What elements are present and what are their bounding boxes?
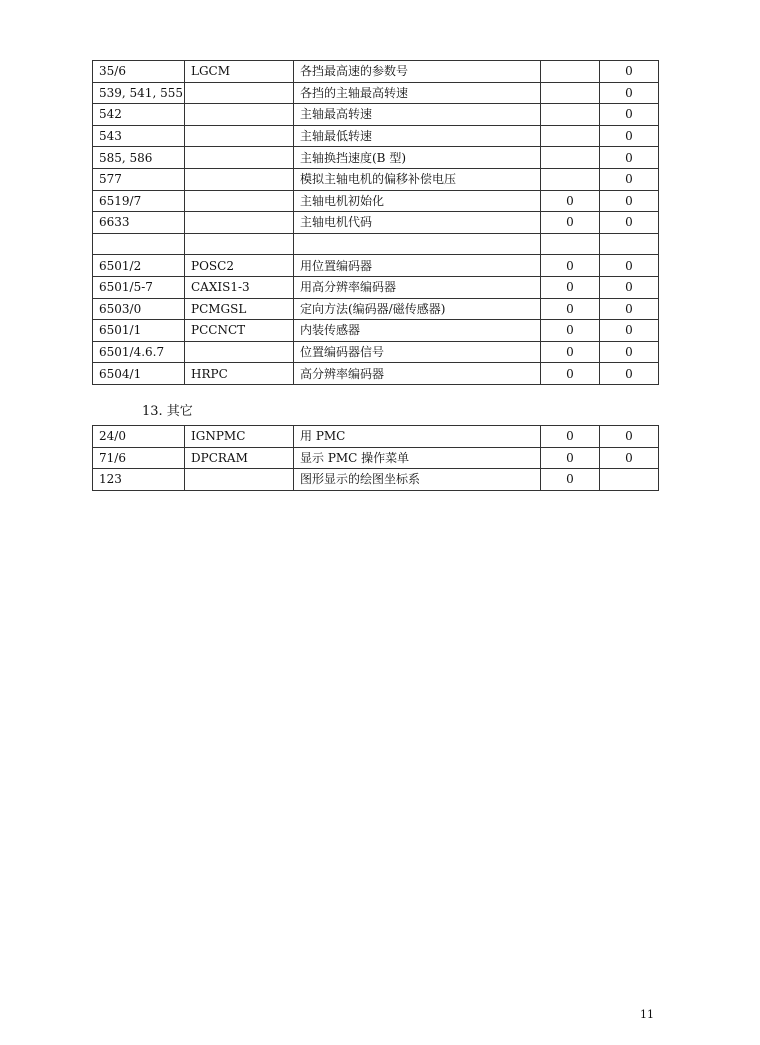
cell-value-b: 0 (600, 212, 659, 234)
cell-symbol (185, 82, 294, 104)
cell-description: 图形显示的绘图坐标系 (294, 469, 541, 491)
cell-value-a: 0 (541, 320, 600, 342)
cell-parameter-number: 6501/2 (93, 255, 185, 277)
parameter-table-spindle (92, 60, 659, 385)
cell-value-b: 0 (600, 363, 659, 385)
cell-value-a (541, 82, 600, 104)
cell-description: 显示 PMC 操作菜单 (294, 447, 541, 469)
cell-value-b: 0 (600, 190, 659, 212)
table-row (93, 341, 659, 363)
cell-parameter-number: 35/6 (93, 61, 185, 83)
page-number: 11 (640, 1008, 654, 1021)
cell-symbol: POSC2 (185, 255, 294, 277)
cell-description: 主轴最高转速 (294, 104, 541, 126)
cell-value-a: 0 (541, 298, 600, 320)
cell-parameter-number: 6501/1 (93, 320, 185, 342)
table-row (93, 125, 659, 147)
cell-description: 主轴电机代码 (294, 212, 541, 234)
cell-parameter-number: 6503/0 (93, 298, 185, 320)
table-row (93, 147, 659, 169)
cell-value-b: 0 (600, 276, 659, 298)
cell-value-a: 0 (541, 469, 600, 491)
cell-value-b: 0 (600, 447, 659, 469)
cell-value-a: 0 (541, 447, 600, 469)
cell-description: 各挡最高速的参数号 (294, 61, 541, 83)
table-row (93, 255, 659, 277)
cell-value-a: 0 (541, 255, 600, 277)
cell-value-b: 0 (600, 82, 659, 104)
parameter-table-other (92, 425, 659, 491)
cell-value-a: 0 (541, 190, 600, 212)
cell-symbol: LGCM (185, 61, 294, 83)
table-row (93, 320, 659, 342)
cell-value-b: 0 (600, 255, 659, 277)
cell-description: 各挡的主轴最高转速 (294, 82, 541, 104)
cell-value-a: 0 (541, 426, 600, 448)
cell-value-b (600, 233, 659, 255)
cell-parameter-number: 542 (93, 104, 185, 126)
table-row (93, 168, 659, 190)
cell-parameter-number: 6519/7 (93, 190, 185, 212)
cell-symbol (185, 125, 294, 147)
cell-parameter-number: 71/6 (93, 447, 185, 469)
cell-symbol: HRPC (185, 363, 294, 385)
cell-description: 位置编码器信号 (294, 341, 541, 363)
table-row (93, 447, 659, 469)
cell-symbol (185, 168, 294, 190)
table-row (93, 469, 659, 491)
cell-symbol: DPCRAM (185, 447, 294, 469)
cell-value-b: 0 (600, 426, 659, 448)
cell-value-a (541, 104, 600, 126)
cell-value-a: 0 (541, 212, 600, 234)
cell-value-b: 0 (600, 61, 659, 83)
parameter-table-body (93, 426, 659, 491)
section-heading: 13. 其它 (142, 404, 193, 419)
cell-parameter-number: 543 (93, 125, 185, 147)
cell-description: 定向方法(编码器/磁传感器) (294, 298, 541, 320)
cell-value-b: 0 (600, 168, 659, 190)
cell-value-a: 0 (541, 363, 600, 385)
cell-parameter-number: 6501/4.6.7 (93, 341, 185, 363)
cell-value-b: 0 (600, 320, 659, 342)
cell-description: 用高分辨率编码器 (294, 276, 541, 298)
parameter-table-body (93, 61, 659, 385)
table-row (93, 276, 659, 298)
cell-value-b: 0 (600, 298, 659, 320)
table-row (93, 212, 659, 234)
cell-value-a: 0 (541, 341, 600, 363)
cell-parameter-number: 577 (93, 168, 185, 190)
cell-value-b: 0 (600, 147, 659, 169)
cell-description: 主轴换挡速度(B 型) (294, 147, 541, 169)
cell-parameter-number: 6633 (93, 212, 185, 234)
cell-description: 内装传感器 (294, 320, 541, 342)
cell-symbol: CAXIS1-3 (185, 276, 294, 298)
cell-parameter-number: 585, 586 (93, 147, 185, 169)
table-row (93, 298, 659, 320)
cell-value-b: 0 (600, 104, 659, 126)
cell-value-b: 0 (600, 341, 659, 363)
table-row (93, 363, 659, 385)
cell-symbol (185, 104, 294, 126)
cell-value-a: 0 (541, 276, 600, 298)
cell-value-a (541, 61, 600, 83)
cell-parameter-number: 24/0 (93, 426, 185, 448)
cell-symbol (185, 212, 294, 234)
cell-symbol: IGNPMC (185, 426, 294, 448)
cell-value-a (541, 168, 600, 190)
cell-description: 主轴最低转速 (294, 125, 541, 147)
table-row (93, 104, 659, 126)
cell-value-a (541, 125, 600, 147)
cell-description: 高分辨率编码器 (294, 363, 541, 385)
table-row (93, 61, 659, 83)
cell-description: 用 PMC (294, 426, 541, 448)
cell-description (294, 233, 541, 255)
cell-parameter-number: 539, 541, 555 (93, 82, 185, 104)
cell-description: 用位置编码器 (294, 255, 541, 277)
cell-symbol (185, 341, 294, 363)
cell-value-b (600, 469, 659, 491)
cell-description: 模拟主轴电机的偏移补偿电压 (294, 168, 541, 190)
cell-value-a (541, 233, 600, 255)
table-row (93, 426, 659, 448)
cell-symbol (185, 190, 294, 212)
cell-symbol (185, 147, 294, 169)
cell-parameter-number (93, 233, 185, 255)
cell-value-a (541, 147, 600, 169)
cell-description: 主轴电机初始化 (294, 190, 541, 212)
cell-value-b: 0 (600, 125, 659, 147)
cell-parameter-number: 6504/1 (93, 363, 185, 385)
table-row (93, 233, 659, 255)
cell-symbol (185, 469, 294, 491)
cell-symbol: PCMGSL (185, 298, 294, 320)
cell-symbol (185, 233, 294, 255)
cell-symbol: PCCNCT (185, 320, 294, 342)
table-row (93, 190, 659, 212)
cell-parameter-number: 6501/5-7 (93, 276, 185, 298)
table-row (93, 82, 659, 104)
cell-parameter-number: 123 (93, 469, 185, 491)
